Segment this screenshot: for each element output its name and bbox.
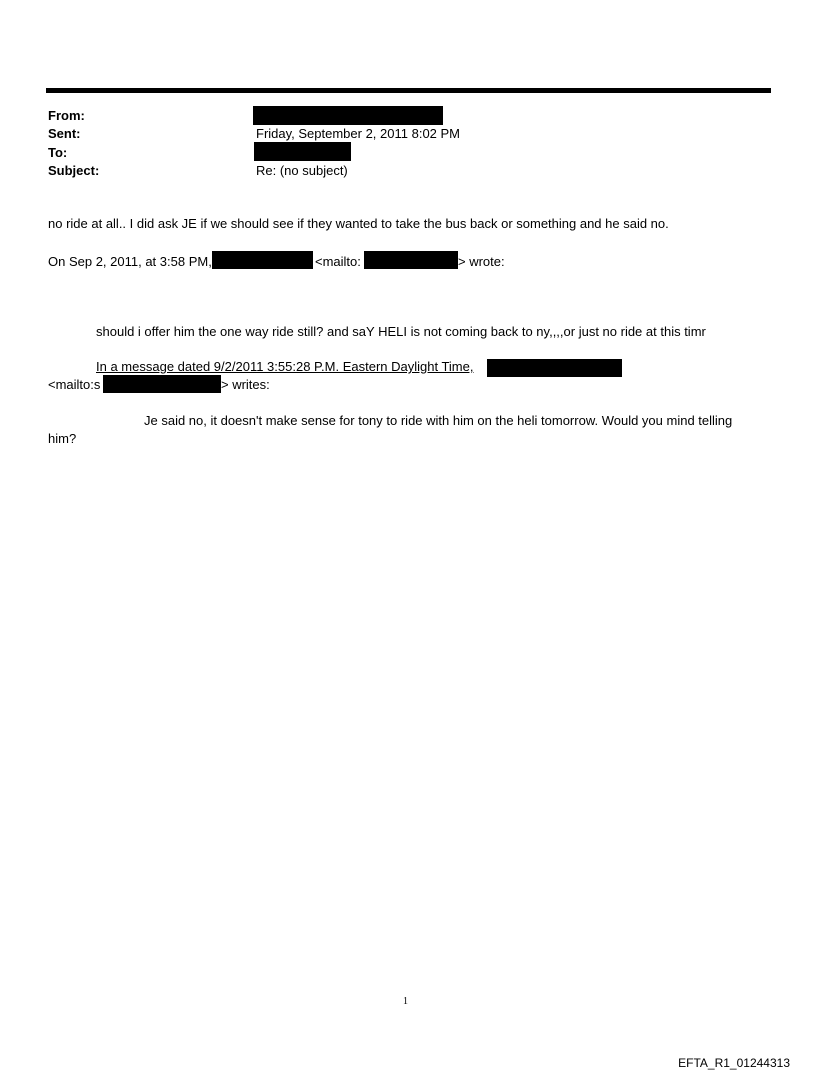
subject-value: Re: (no subject) <box>256 163 348 178</box>
quote1-sender-redaction <box>212 251 313 269</box>
quote1-mailto: <mailto: <box>315 254 361 269</box>
document-id: EFTA_R1_01244313 <box>678 1056 790 1070</box>
sent-value: Friday, September 2, 2011 8:02 PM <box>256 126 461 141</box>
quote2-suffix: > writes: <box>221 377 270 392</box>
page-number: 1 <box>403 996 408 1007</box>
sent-label: Sent: <box>48 126 81 141</box>
to-redaction <box>254 142 351 161</box>
quote1-text: should i offer him the one way ride still? and saY HELI is not coming back to ny,,,,or just no ride at this timr <box>96 324 706 339</box>
quote2-header-underlined: In a message dated 9/2/2011 3:55:28 P.M. Eastern Daylight Time, <box>96 359 474 374</box>
quote2-text-line2: him? <box>48 431 77 446</box>
quote2-email-redaction <box>103 375 221 393</box>
quote1-suffix: > wrote: <box>458 254 505 269</box>
reply-text: no ride at all.. I did ask JE if we should see if they wanted to take the bus back or something and he said no. <box>48 216 669 231</box>
from-label: From: <box>48 108 85 123</box>
subject-label: Subject: <box>48 163 100 178</box>
to-label: To: <box>48 145 68 160</box>
header-rule <box>46 88 771 93</box>
quote1-email-redaction <box>364 251 458 269</box>
quote2-header-prefix <box>96 359 473 375</box>
quote2-sender-redaction <box>487 359 622 377</box>
from-redaction <box>253 106 443 125</box>
quote2-text-line1: Je said no, it doesn't make sense for tony to ride with him on the heli tomorrow. Would you mind telling <box>144 413 733 428</box>
quote1-header-prefix: On Sep 2, 2011, at 3:58 PM, <box>48 254 212 269</box>
quote2-mailto: <mailto:s <box>48 377 101 392</box>
